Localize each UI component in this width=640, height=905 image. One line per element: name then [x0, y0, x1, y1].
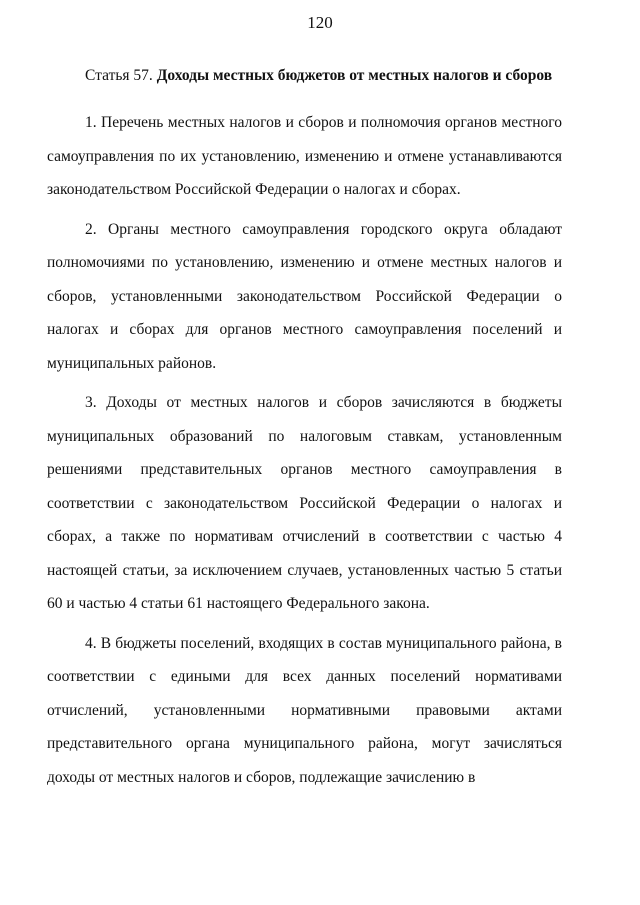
paragraph-1: 1. Перечень местных налогов и сборов и полномочия органов местного самоуправления по их установлению, изменению и отмене устанавливаются законодательством Российской Федерации о налогах и сборах. — [47, 114, 562, 198]
paragraph-2: 2. Органы местного самоуправления городского округа обладают полномочиями по установлению, изменению и отмене местных налогов и сборов, установленными законодательством Российской Федерации о налогах и сборах для органов местного самоуправления поселений и муниципальных районов. — [47, 220, 562, 372]
paragraph-4: 4. В бюджеты поселений, входящих в состав муниципального района, в соответствии с едиными для всех данных поселений нормативами отчислений, установленными нормативными правовыми актами представительного органа муниципального района, могут зачисляться доходы от местных налогов и сборов, подлежащие зачислению в — [47, 634, 562, 786]
page-number: 120 — [307, 13, 333, 32]
article-label: Статья 57. — [85, 67, 153, 84]
article-title: Доходы местных бюджетов от местных налогов и сборов — [156, 67, 553, 84]
document-body — [47, 62, 562, 800]
paragraph-3: 3. Доходы от местных налогов и сборов зачисляются в бюджеты муниципальных образований по налоговым ставкам, установленным решениями представительных органов местного самоуправления в соответствии с законодательством Российской Федерации о налогах и сборах, а также по нормативам отчислений в соответствии с частью 4 настоящей статьи, за исключением случаев, установленных частью 5 статьи 60 и частью 4 статьи 61 настоящего Федерального закона. — [47, 394, 562, 612]
article-heading — [47, 62, 562, 90]
